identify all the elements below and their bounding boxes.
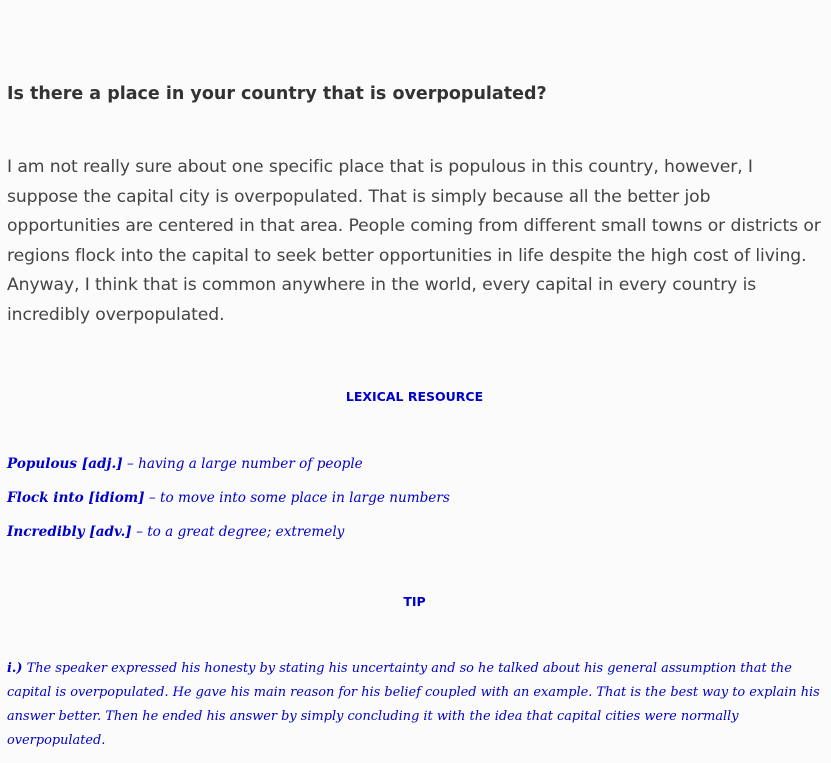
vocabulary-definition: having a large number of people <box>138 456 363 472</box>
vocabulary-separator: – <box>144 490 161 506</box>
vocabulary-term: Populous [adj.] <box>7 456 123 472</box>
vocabulary-definition: to a great degree; extremely <box>147 524 345 540</box>
vocabulary-item <box>7 522 450 556</box>
tip-text: The speaker expressed his honesty by stating his uncertainty and so he talked about his general assumption that the capital is overpopulated. He gave his main reason for his belief coupled with an example. That is the best way to explain his answer better. Then he ended his answer by simply concluding it with the idea that capital cities were normally overpopulated. <box>7 661 820 748</box>
vocabulary-term: Flock into [idiom] <box>7 490 145 506</box>
tip-number: i.) <box>7 661 23 676</box>
vocabulary-item <box>7 488 450 522</box>
tip-paragraph <box>7 657 825 753</box>
question-heading: Is there a place in your country that is overpopulated? <box>7 84 547 104</box>
answer-paragraph: I am not really sure about one specific place that is populous in this country, however, I suppose the capital city is overpopulated. That is simply because all the better job opportunities are centered in that area. People coming from different small towns or districts or regions flock into the capital to seek better opportunities in life despite the high cost of living. Anyway, I think that is common anywhere in the world, every capital in every country is incredibly overpopulated. <box>7 157 821 325</box>
vocabulary-definition: to move into some place in large numbers <box>160 490 450 506</box>
vocabulary-list <box>7 454 450 556</box>
vocabulary-term: Incredibly [adv.] <box>7 524 132 540</box>
lexical-resource-heading: LEXICAL RESOURCE <box>345 389 484 404</box>
vocabulary-item <box>7 454 450 488</box>
vocabulary-separator: – <box>122 456 139 472</box>
tip-heading: TIP <box>403 594 426 609</box>
vocabulary-separator: – <box>131 524 148 540</box>
